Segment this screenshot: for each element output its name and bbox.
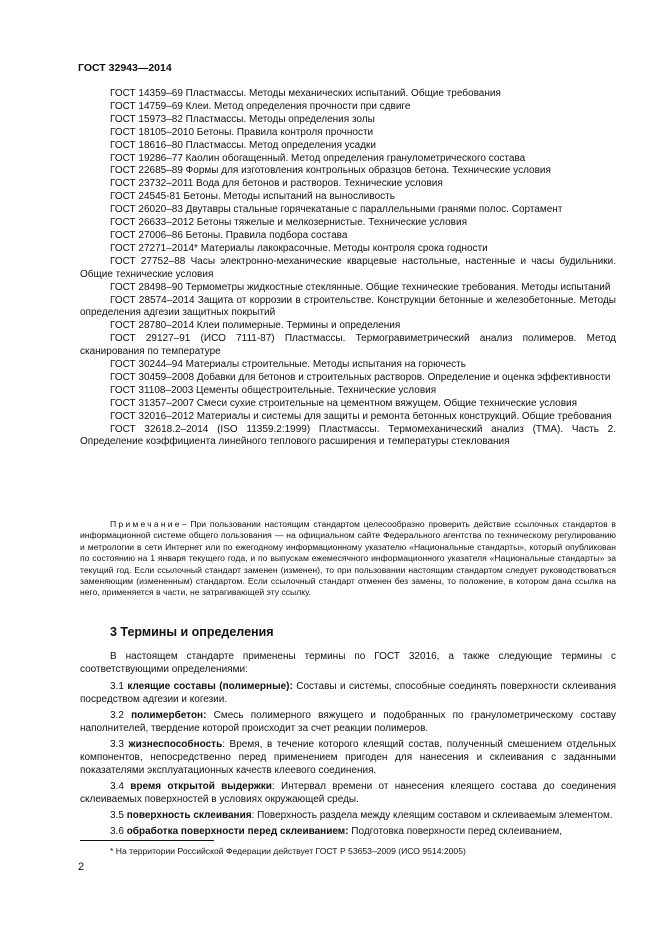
term-name: обработка поверхности перед склеиванием: [126,825,349,837]
note-text: – При пользовании настоящим стандартом целесообразно проверить действие ссылочных стандартов в информационной системе общего пользования — на официальном сайте Федерального агентства по техническому регулированию и метрологии в сети Интернет или по ежегодному информационному указателю «Национальные стандарты», который опубликован по состоянию на 1 января текущего года, и по выпускам ежемесячного информационного указателя «Национальные стандарты» за текущий год. Если ссылочный стандарт заменен (изменен), то при пользовании настоящим стандартом следует руководствоваться заменяющим (измененным) стандартом. Если ссылочный стандарт отменен без замены, то положение, в котором дана ссылка на него, применяется в части, не затрагивающей эту ссылку. [80,519,616,598]
term-definition: : Поверхность раздела между клеящим составом и склеиваемым элементом. [251,809,613,821]
reference-item: ГОСТ 27752–88 Часы электронно-механические кварцевые настольные, настенные и часы будильники. Общие технические условия [80,255,616,280]
term-entry [80,826,616,839]
reference-item: ГОСТ 27271–2014* Материалы лакокрасочные. Методы контроля срока годности [110,242,488,254]
reference-item: ГОСТ 22685–89 Формы для изготовления контрольных образцов бетона. Технические условия [110,165,551,177]
document-header: ГОСТ 32943—2014 [78,62,172,74]
term-number: 3.1 [110,680,124,692]
term-entry [80,681,616,707]
reference-item: ГОСТ 30459–2008 Добавки для бетонов и строительных растворов. Определение и оценка эффективности [110,371,611,383]
term-definition: : Время, в течение которого клеящий состав, полученный смешением отдельных компонентов, непосредственно перед применением пригоден для нанесения и склеивания с заданными показателями эксплуатационных качеств клеевого соединения. [80,738,617,776]
reference-item: ГОСТ 28574–2014 Защита от коррозии в строительстве. Конструкции бетонные и железобетонные. Методы определения адгезии защитных покрытий [80,294,616,319]
section-title: 3 Термины и определения [110,625,274,639]
reference-item: ГОСТ 15973–82 Пластмассы. Методы определения золы [110,113,375,125]
reference-item: ГОСТ 26020–83 Двутавры стальные горячекатаные с параллельными гранями полос. Сортамент [110,204,563,216]
page-number: 2 [78,861,85,873]
reference-item: ГОСТ 32618.2–2014 (ISO 11359.2:1999) Пластмассы. Термомеханический анализ (ТМА). Часть 2. Определение коэффициента линейного теплового расширения и температуры стеклования [80,423,616,448]
reference-item: ГОСТ 30244–94 Материалы строительные. Методы испытания на горючесть [110,359,466,371]
reference-item: ГОСТ 14759–69 Клеи. Метод определения прочности при сдвиге [110,100,411,112]
term-name: поверхность склеивания [126,809,252,821]
term-name: клеящие составы (полимерные): [127,680,293,692]
term-entry [80,710,616,736]
reference-item: ГОСТ 29127–91 (ИСО 7111-87) Пластмассы. Термогравиметрический анализ полимеров. Метод сканирования по температуре [80,333,616,358]
reference-item: ГОСТ 23732–2011 Вода для бетонов и растворов. Технические условия [110,178,443,190]
term-number: 3.4 [110,780,124,792]
reference-item: ГОСТ 26633–2012 Бетоны тяжелые и мелкозернистые. Технические условия [110,217,467,229]
reference-item: ГОСТ 18616–80 Пластмассы. Метод определения усадки [110,139,377,151]
term-number: 3.3 [110,738,124,750]
reference-item: ГОСТ 27006–86 Бетоны. Правила подбора состава [110,229,348,241]
term-number: 3.6 [110,825,124,837]
intro-paragraph: В настоящем стандарте применены термины по ГОСТ 32016, а также следующие термины с соответствующими определениями: [80,651,616,675]
term-entry [80,781,616,807]
note-label: Примечание [110,519,182,529]
term-number: 3.5 [110,809,124,821]
term-entry [80,739,616,778]
reference-item: ГОСТ 28780–2014 Клеи полимерные. Термины и определения [110,320,401,332]
normative-references-list [80,88,616,449]
reference-item: ГОСТ 19286–77 Каолин обогащенный. Метод определения гранулометрического состава [110,152,526,164]
term-definition: Составы и системы, способные соединять поверхности склеивания посредством адгезии и когезии. [80,680,617,705]
terms-body [80,651,616,842]
term-definition: Смесь полимерного вяжущего и подобранных по гранулометрическому составу наполнителей, твердение которой происходит за счет реакции полимеров. [80,709,617,734]
term-entry [80,810,616,823]
reference-item: ГОСТ 32016–2012 Материалы и системы для защиты и ремонта бетонных конструкций. Общие требования [110,410,612,422]
term-name: полимербетон: [131,709,207,721]
reference-item: ГОСТ 24545-81 Бетоны. Методы испытаний на выносливость [110,191,395,203]
term-name: время открытой выдержки [130,780,272,792]
reference-item: ГОСТ 31357–2007 Смеси сухие строительные на цементном вяжущем. Общие технические условия [110,397,578,409]
term-definition: : Интервал времени от нанесения клеящего состава до соединения склеиваемых поверхностей в условиях окружающей среды. [80,780,616,805]
footnote: * На территории Российской Федерации действует ГОСТ Р 53653–2009 (ИСО 9514:2005) [110,846,466,856]
reference-item: ГОСТ 18105–2010 Бетоны. Правила контроля прочности [110,126,374,138]
term-name: жизнеспособность [128,738,223,750]
reference-item: ГОСТ 14359–69 Пластмассы. Методы механических испытаний. Общие требования [110,88,501,99]
term-number: 3.2 [110,709,124,721]
note-block [80,519,616,599]
reference-item: ГОСТ 31108–2003 Цементы общестроительные. Технические условия [110,384,437,396]
reference-item: ГОСТ 28498–90 Термометры жидкостные стеклянные. Общие технические требования. Методы испытаний [110,281,611,293]
term-definition: Подготовка поверхности перед склеиванием, [348,825,562,837]
note-paragraph [80,519,616,599]
footnote-divider [80,840,214,841]
